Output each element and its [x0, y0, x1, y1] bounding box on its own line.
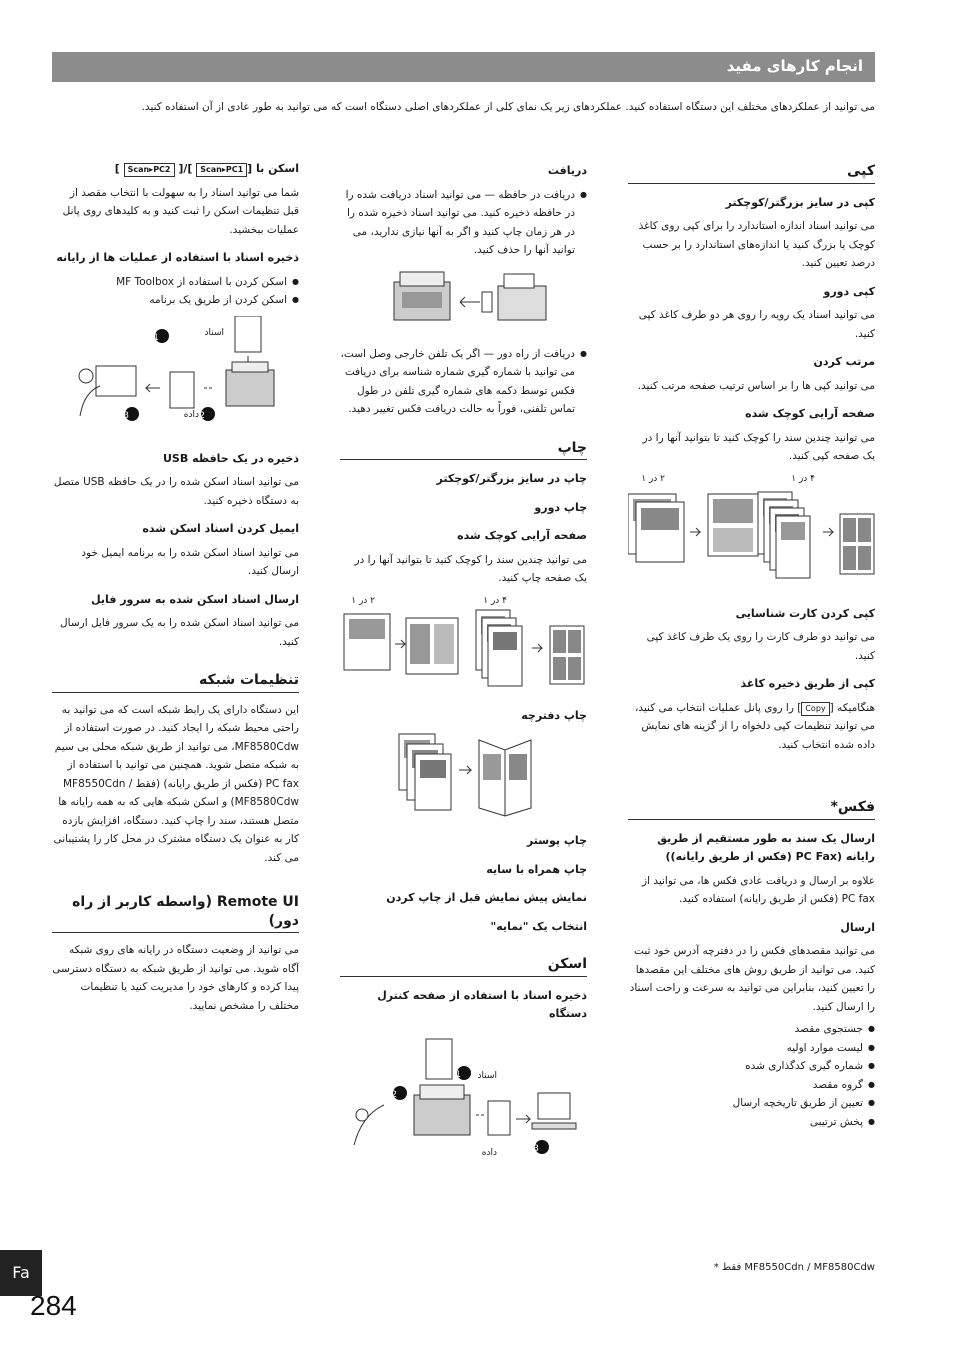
scan-title: اسکن	[340, 955, 587, 977]
list-item: ● شماره گیری کدگذاری شده	[628, 1057, 875, 1076]
scan-pc2-key: Scan▸PC2	[124, 163, 175, 177]
subheading: کپی کردن کارت شناسایی	[735, 606, 875, 620]
save-list	[52, 273, 299, 310]
copy-title: کپی	[628, 162, 875, 184]
paragraph: این دستگاه دارای یک رابط شبکه است که می توانید به راحتی محیط شبکه را ایجاد کنید. در صورت استفاده از MF8580Cdw، می توانید از طریق شبکه محلی بی سیم به شبکه متصل شوید. همچنین می توانید با استفاده از PC fax (فکس از طریق رایانه) (فقط MF8550Cdn / MF8580Cdw) و اسکن شبکه هایی که به همه رایانه ها متصل هستند، سند را چاپ کنید. دستگاه، افزایش بازده کار به عنوان یک دستگاه مشترک در محل کار را پشتیبانی می کند.	[53, 703, 299, 864]
label-data: داده	[481, 1147, 497, 1158]
text: هنگامیکه [	[829, 701, 875, 714]
subheading: کپی در سایز بزرگتر/کوچکتر	[725, 195, 875, 209]
paragraph: می توانید کپی ها را بر اساس ترتیب صفحه مرتب کنید.	[637, 379, 875, 392]
list-item: ● تعیین از طریق تاریخچه ارسال	[628, 1094, 875, 1113]
subheading: ارسال	[840, 920, 875, 934]
paragraph: می توانید اسناد اسکن شده را در یک حافظه USB متصل به دستگاه ذخیره کنید.	[53, 476, 299, 507]
svg-text:2: 2	[391, 1089, 397, 1100]
fax-list	[628, 1020, 875, 1131]
paragraph: علاوه بر ارسال و دریافت عادی فکس ها، می توانید از PC fax (فکس از طریق رایانه) استفاده کنید.	[642, 874, 875, 905]
subheading: مرتب کردن	[813, 355, 875, 368]
scan-pc1-key: Scan▸PC1	[196, 163, 247, 177]
subheading: ارسال یک سند به طور مستقیم از طریق رایانه (PC Fax (فکس از طریق رایانه))	[657, 831, 875, 863]
subheading: کپی از طریق ذخیره کاغذ	[740, 677, 875, 690]
subheading: ذخیره در یک حافظه USB	[163, 451, 299, 465]
paragraph: می توانید اسناد اسکن شده را به برنامه ایمیل خود ارسال کنید.	[81, 546, 299, 577]
scan-pc-illustration	[52, 310, 299, 440]
subheading: صفحه آرایی کوچک شده	[457, 529, 587, 542]
subheading: کپی دورو	[823, 284, 875, 298]
paragraph: می توانید اسناد یک رویه را روی هر دو طرف کاغذ کپی کنید.	[638, 309, 875, 340]
print-layout-illustration	[340, 592, 587, 697]
print-title: چاپ	[340, 439, 587, 461]
label-4in1: ۴ در ۱	[483, 595, 507, 606]
subheading: چاپ همراه با سایه	[486, 862, 587, 876]
paragraph: می توانید مقصدهای فکس را در دفترچه آدرس خود ثبت کنید. می توانید از طریق روش های مختلف این مقصدها را تعیین کنید، بنابراین می توانید به سرعت و راحت اسناد را ارسال کنید.	[629, 945, 875, 1013]
scan-device-illustration	[340, 1029, 587, 1159]
subheading: چاپ پوستر	[526, 834, 587, 847]
receive-list	[340, 186, 587, 260]
svg-text:2: 2	[199, 410, 205, 421]
subheading: انتخاب یک "نمایه"	[490, 919, 587, 933]
subheading: دریافت	[547, 164, 587, 177]
label-documents: اسناد	[204, 327, 224, 338]
copy-pages-icon	[628, 484, 875, 594]
paragraph: می توانید دو طرف کارت را روی یک طرف کاغذ کپی کنید.	[646, 631, 875, 662]
subheading: ذخیره اسناد با استفاده از صفحه کنترل دستگاه	[377, 988, 587, 1020]
footnote: * فقط MF8550Cdn / MF8580Cdw	[713, 1262, 875, 1273]
paragraph: می توانید چندین سند را کوچک کنید تا بتوانید آنها را در یک صفحه کپی کنید.	[642, 431, 875, 462]
section-title: انجام کارهای مفید	[726, 57, 863, 75]
subheading: ایمیل کردن اسناد اسکن شده	[142, 522, 299, 535]
subheading: نمایش پیش نمایش قبل از چاپ کردن	[386, 891, 587, 904]
svg-text:3: 3	[533, 1143, 539, 1154]
paragraph	[628, 699, 875, 755]
language-tab: Fa	[0, 1250, 42, 1296]
booklet-icon	[395, 730, 535, 818]
list-item: ● اسکن کردن از طریق یک برنامه	[52, 291, 299, 310]
list-item: ● گروه مقصد	[628, 1076, 875, 1095]
subheading: چاپ دورو	[534, 500, 587, 514]
fax-machine-icon	[390, 266, 550, 336]
paragraph: می توانید اسناد اندازه استاندارد را برای کپی روی کاغذ کوچک یا بزرگ کنید یا اندازه‌های استاندارد را بر حسب درصد تعیین کنید.	[638, 220, 875, 269]
list-item: ● پخش ترتیبی	[628, 1113, 875, 1132]
section-header	[52, 52, 875, 82]
list-item: ● اسکن کردن با استفاده از MF Toolbox	[52, 273, 299, 292]
scan-flow-icon	[344, 1035, 584, 1163]
list-item: ● جستجوی مقصد	[628, 1020, 875, 1039]
paragraph: می توانید از وضعیت دستگاه در رایانه های روی شبکه آگاه شوید. می توانید از طریق شبکه به دستگاه دسترسی پیدا کرده و کارهای خود را مدیریت کنید یا تنظیمات مختلف را مشخص نمایید.	[52, 944, 299, 1012]
paragraph: می توانید اسناد اسکن شده را به یک سرور فایل ارسال کنید.	[60, 617, 299, 648]
fax-title: فکس*	[628, 798, 875, 820]
paragraph: شما می توانید اسناد را به سهولت با انتخاب مقصد از قبل تنظیمات اسکن را ثبت کنید و به کلیدهای روی پانل عملیات ببخشید.	[62, 186, 299, 236]
subheading: چاپ در سایز بزرگتر/کوچکتر	[436, 472, 587, 485]
print-pages-icon	[340, 604, 587, 696]
list-item: ● دریافت از راه دور — اگر یک تلفن خارجی وصل است، می توانید با شماره گیری شماره شناسه برای دریافت فکس توسط دکمه های شماره گیری تلفن در طول تماس تلفنی، فوراً به حالت دریافت فکس تغییر دهید.	[340, 345, 587, 419]
paragraph: می توانید چندین سند را کوچک کنید تا بتوانید آنها را در یک صفحه چاپ کنید.	[354, 553, 587, 584]
label-2in1: ۲ در ۱	[641, 473, 665, 484]
receive-list-2	[340, 345, 587, 419]
intro-text: می توانید از عملکردهای مختلف این دستگاه استفاده کنید. عملکردهای زیر یک نمای کلی از عملکردهای اصلی دستگاه است که می توانید به طور عادی از آن استفاده کنید.	[141, 101, 875, 113]
subheading: چاپ دفترچه	[521, 708, 587, 722]
label-documents: اسناد	[477, 1070, 497, 1081]
svg-text:1: 1	[455, 1069, 461, 1080]
copy-layout-illustration	[628, 470, 875, 595]
subheading: صفحه آرایی کوچک شده	[745, 407, 875, 420]
label-4in1: ۴ در ۱	[791, 473, 815, 484]
label-data: داده	[183, 409, 199, 420]
copy-key: Copy	[801, 702, 829, 716]
fax-illustration	[340, 260, 587, 345]
scan-keys-heading: اسکن با [Scan▸PC1 ]/[ Scan▸PC2 ]	[114, 162, 299, 175]
svg-text:1: 1	[153, 332, 159, 343]
column-print-scan	[340, 162, 587, 1159]
network-title: تنظیمات شبکه	[52, 671, 299, 693]
scan-pc-icon	[70, 316, 290, 436]
page-number: 284	[30, 1290, 77, 1321]
column-scan-network	[52, 160, 299, 1019]
text: ] را روی پانل عملیات انتخاب می کنید، می توانید تنظیمات کپی دلخواه را از گزینه های نمایش داده شده انتخاب کنید.	[634, 701, 875, 751]
list-item: ● دریافت در حافظه — می توانید اسناد دریافت شده را در حافظه ذخیره کنید. می توانید اسناد ذخیره شده را در هر زمان چاپ کنید و اگر به آنها نیازی ندارید، می توانید آنها را حذف کنید.	[340, 186, 587, 260]
column-copy-fax	[628, 162, 875, 1131]
label-2in1: ۲ در ۱	[351, 595, 375, 606]
remote-ui-title: Remote UI (واسطه کاربر از راه دور)	[52, 893, 299, 933]
subheading: ذخیره اسناد با استفاده از عملیات ها از رایانه	[56, 251, 299, 264]
booklet-illustration	[340, 730, 587, 822]
list-item: ● لیست موارد اولیه	[628, 1039, 875, 1058]
text: اسکن با [	[247, 162, 299, 175]
subheading: ارسال اسناد اسکن شده به سرور فایل	[91, 592, 299, 606]
svg-text:3: 3	[123, 410, 129, 421]
